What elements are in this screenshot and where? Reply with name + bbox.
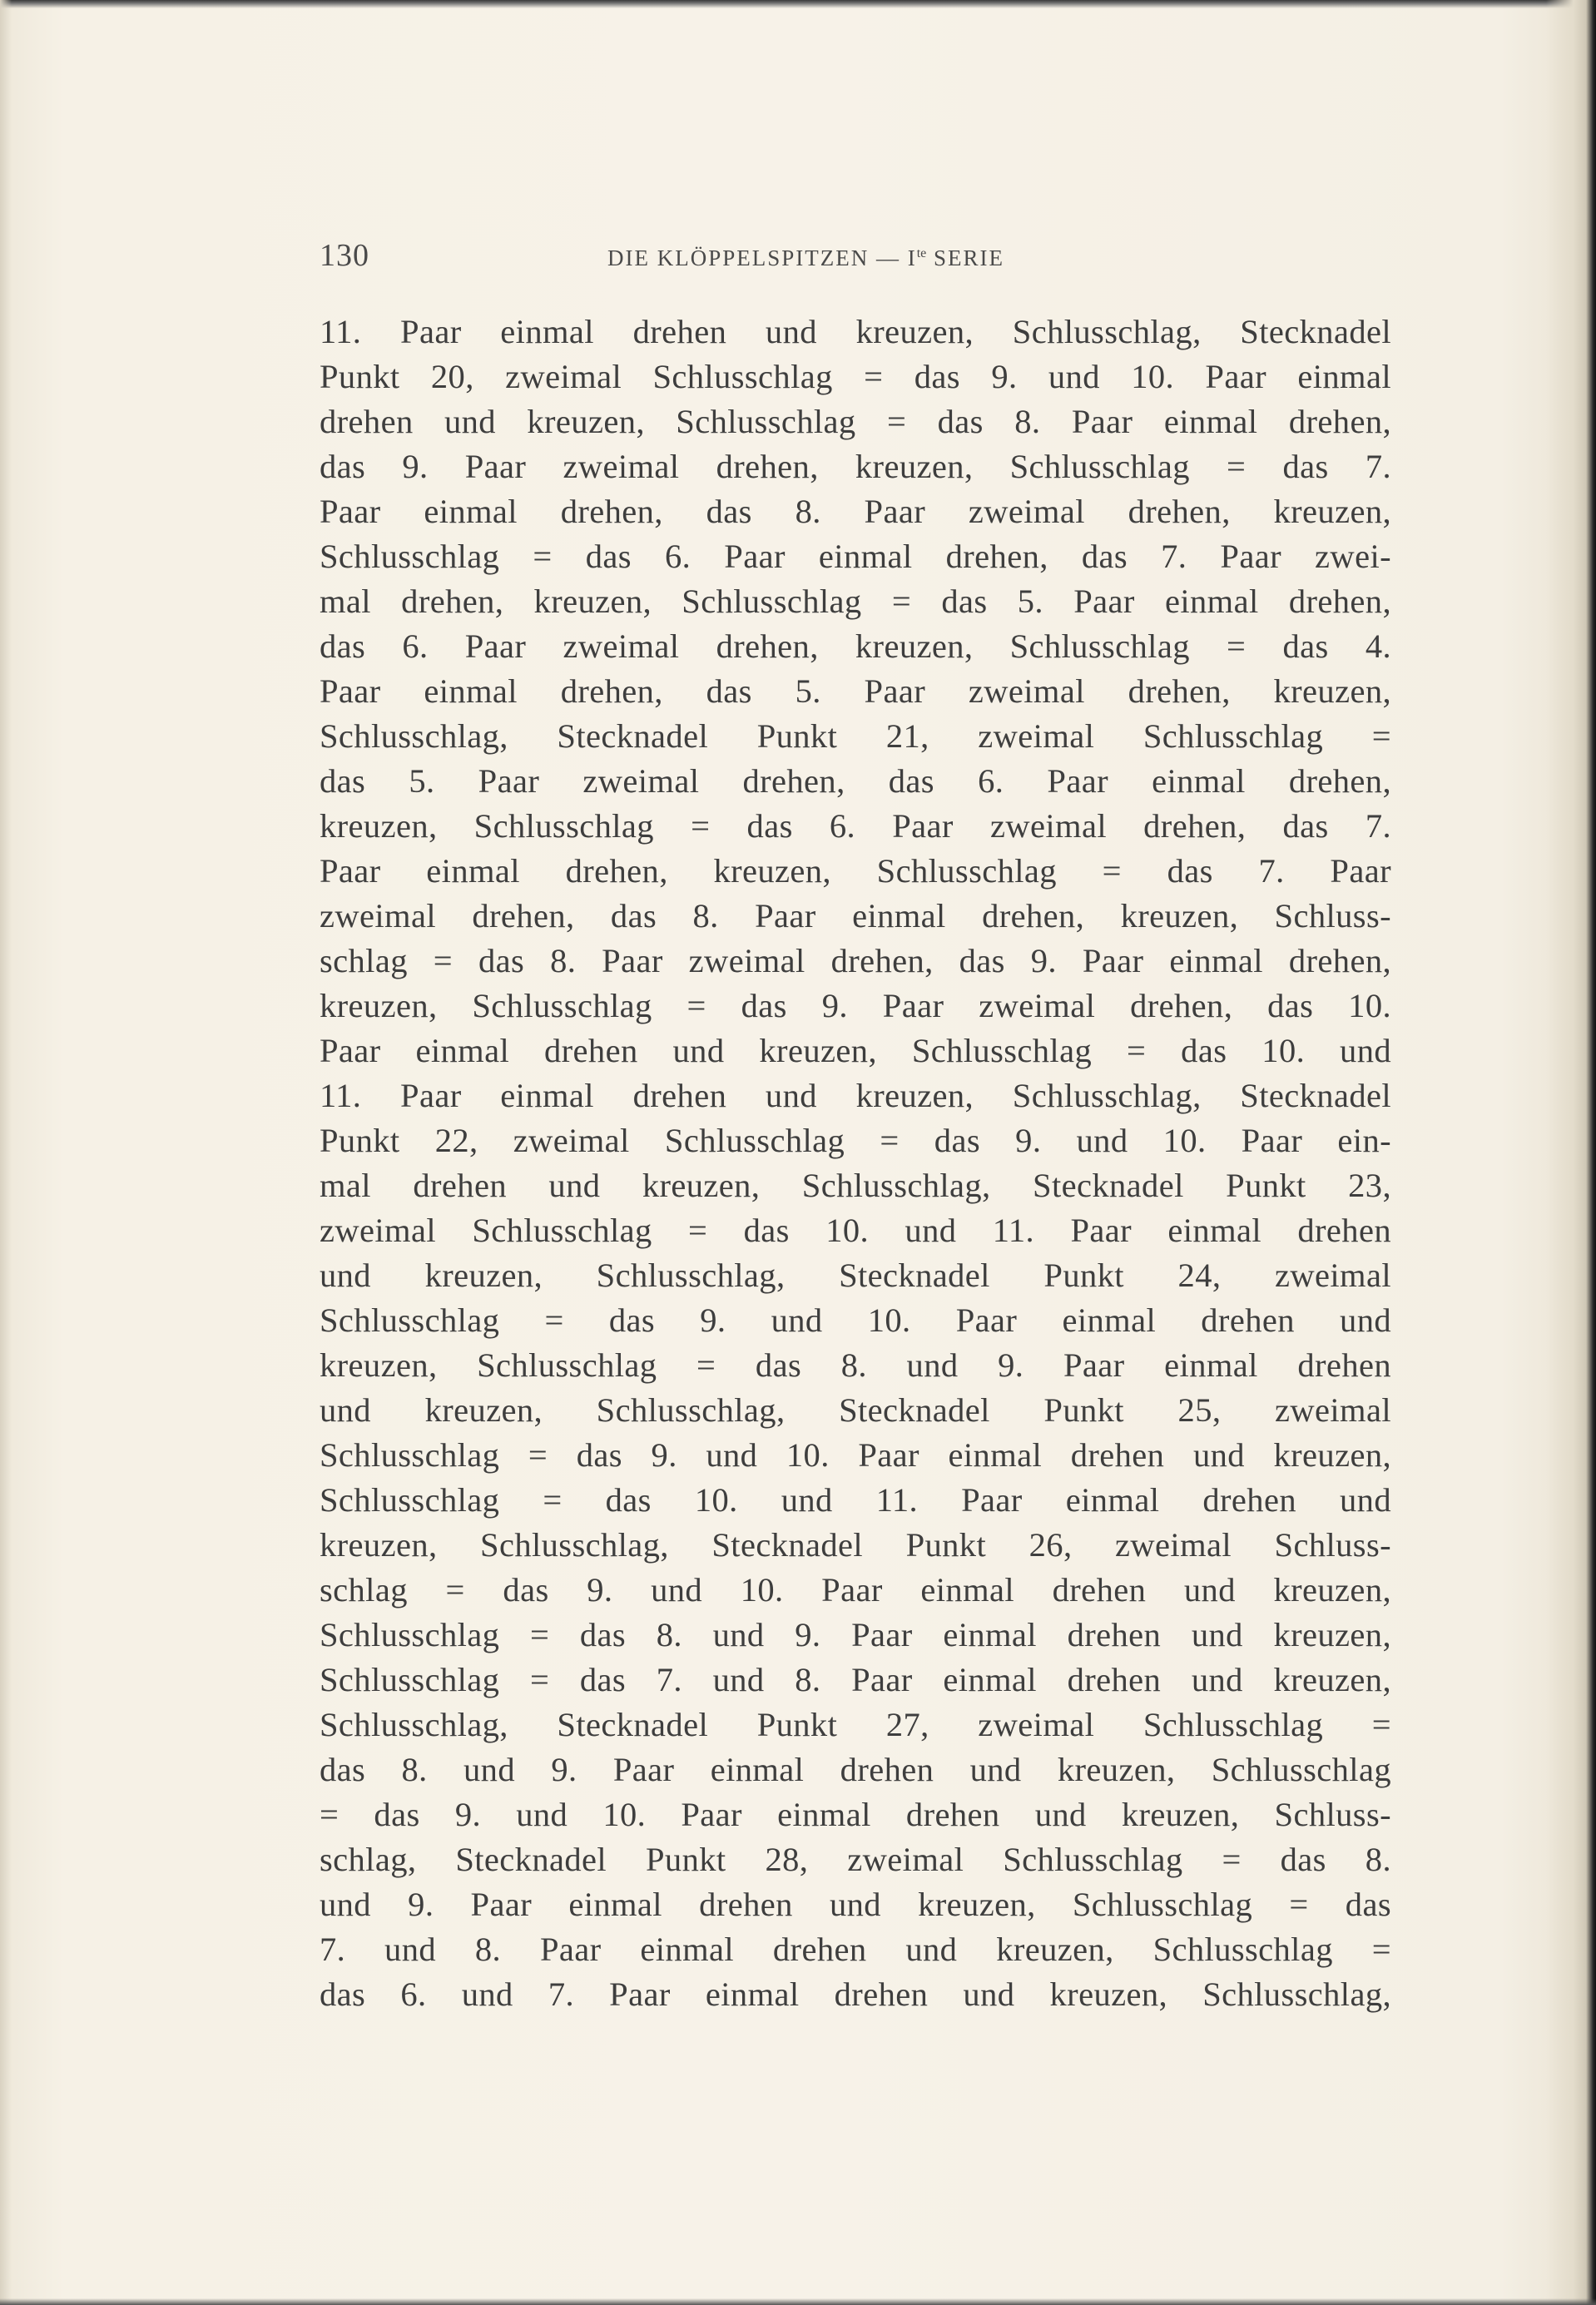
text-line: Schlusschlag = das 9. und 10. Paar einmal drehen und kreuzen, [320, 1436, 1391, 1474]
text-line: und 9. Paar einmal drehen und kreuzen, Schlusschlag = das [320, 1886, 1391, 1923]
running-head [607, 245, 1004, 271]
text-line: Schlusschlag = das 7. und 8. Paar einmal drehen und kreuzen, [320, 1661, 1391, 1698]
text-line: das 6. und 7. Paar einmal drehen und kreuzen, Schlusschlag, [320, 1975, 1391, 2013]
text-line: kreuzen, Schlusschlag = das 9. Paar zweimal drehen, das 10. [320, 987, 1391, 1024]
text-line: 11. Paar einmal drehen und kreuzen, Schlusschlag, Stecknadel [320, 313, 1391, 350]
text-line: und kreuzen, Schlusschlag, Stecknadel Punkt 24, zweimal [320, 1257, 1391, 1294]
text-line: schlag = das 8. Paar zweimal drehen, das 9. Paar einmal drehen, [320, 942, 1391, 979]
body-text [320, 310, 1391, 2017]
text-line: Punkt 22, zweimal Schlusschlag = das 9. und 10. Paar ein- [320, 1122, 1391, 1159]
page-number: 130 [320, 238, 369, 273]
text-line: 11. Paar einmal drehen und kreuzen, Schlusschlag, Stecknadel [320, 1077, 1391, 1114]
text-line: mal drehen, kreuzen, Schlusschlag = das 5. Paar einmal drehen, [320, 582, 1391, 620]
text-line: Punkt 20, zweimal Schlusschlag = das 9. und 10. Paar einmal [320, 358, 1391, 395]
page-top-edge [0, 0, 1596, 8]
page-left-edge [0, 0, 12, 2305]
page-header [320, 237, 1393, 279]
text-line: das 9. Paar zweimal drehen, kreuzen, Schlusschlag = das 7. [320, 448, 1391, 485]
book-binding-edge [1546, 0, 1596, 2305]
text-line: das 5. Paar zweimal drehen, das 6. Paar einmal drehen, [320, 762, 1391, 800]
text-line: Paar einmal drehen, das 8. Paar zweimal drehen, kreuzen, [320, 493, 1391, 530]
text-line: Schlusschlag = das 10. und 11. Paar einmal drehen und [320, 1481, 1391, 1519]
text-line: zweimal drehen, das 8. Paar einmal drehen, kreuzen, Schluss- [320, 897, 1391, 934]
text-line: Schlusschlag, Stecknadel Punkt 27, zweimal Schlusschlag = [320, 1706, 1391, 1743]
text-line: schlag = das 9. und 10. Paar einmal drehen und kreuzen, [320, 1571, 1391, 1609]
text-line: = das 9. und 10. Paar einmal drehen und kreuzen, Schluss- [320, 1796, 1391, 1833]
text-line: Paar einmal drehen und kreuzen, Schlusschlag = das 10. und [320, 1032, 1391, 1069]
text-line: Paar einmal drehen, kreuzen, Schlusschlag = das 7. Paar [320, 852, 1391, 890]
text-line: Schlusschlag = das 6. Paar einmal drehen, das 7. Paar zwei- [320, 538, 1391, 575]
running-head-suffix: SERIE [926, 245, 1005, 270]
text-line: das 8. und 9. Paar einmal drehen und kreuzen, Schlusschlag [320, 1751, 1391, 1788]
text-line: kreuzen, Schlusschlag, Stecknadel Punkt 26, zweimal Schluss- [320, 1526, 1391, 1564]
running-head-prefix: DIE KLÖPPELSPITZEN — I [607, 245, 917, 270]
running-head-superscript: te [916, 246, 927, 260]
text-line: Schlusschlag = das 8. und 9. Paar einmal drehen und kreuzen, [320, 1616, 1391, 1653]
text-line: Paar einmal drehen, das 5. Paar zweimal drehen, kreuzen, [320, 672, 1391, 710]
text-line: das 6. Paar zweimal drehen, kreuzen, Schlusschlag = das 4. [320, 627, 1391, 665]
text-line: zweimal Schlusschlag = das 10. und 11. Paar einmal drehen [320, 1212, 1391, 1249]
text-line: schlag, Stecknadel Punkt 28, zweimal Schlusschlag = das 8. [320, 1841, 1391, 1878]
page-bottom-edge [0, 2298, 1596, 2305]
text-line: 7. und 8. Paar einmal drehen und kreuzen, Schlusschlag = [320, 1931, 1391, 1968]
text-line: und kreuzen, Schlusschlag, Stecknadel Punkt 25, zweimal [320, 1391, 1391, 1429]
text-line: kreuzen, Schlusschlag = das 6. Paar zweimal drehen, das 7. [320, 807, 1391, 845]
text-line: mal drehen und kreuzen, Schlusschlag, Stecknadel Punkt 23, [320, 1167, 1391, 1204]
text-line: drehen und kreuzen, Schlusschlag = das 8. Paar einmal drehen, [320, 403, 1391, 440]
text-line: Schlusschlag, Stecknadel Punkt 21, zweimal Schlusschlag = [320, 717, 1391, 755]
text-line: kreuzen, Schlusschlag = das 8. und 9. Paar einmal drehen [320, 1346, 1391, 1384]
text-line: Schlusschlag = das 9. und 10. Paar einmal drehen und [320, 1301, 1391, 1339]
